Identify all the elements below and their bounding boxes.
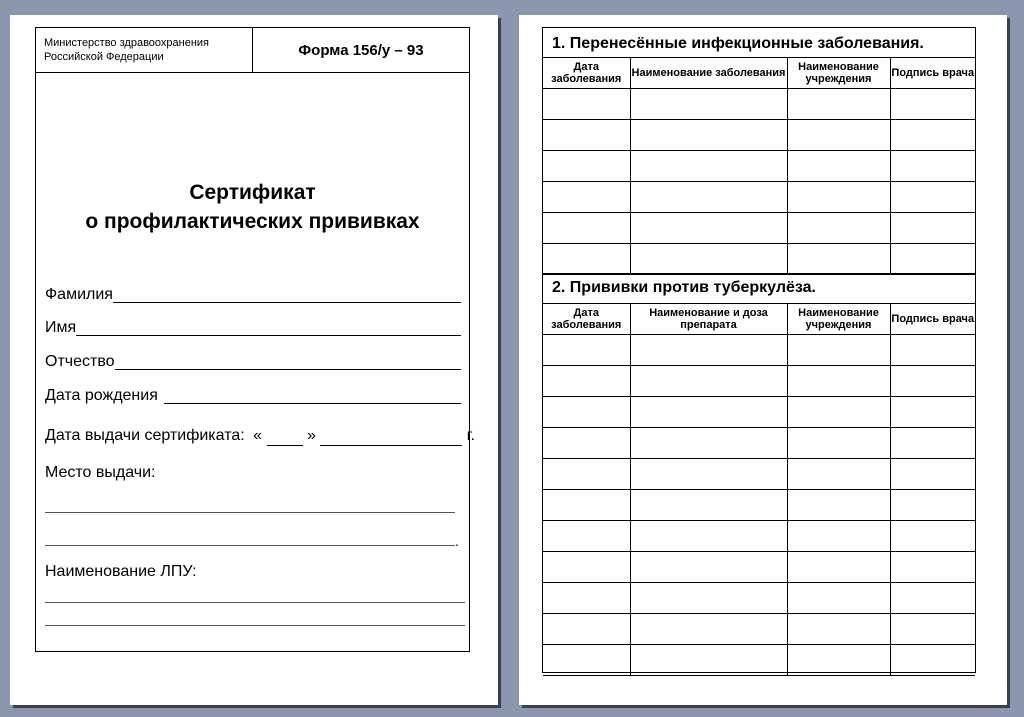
title-line-2: о профилактических прививках (85, 210, 420, 233)
table-cell[interactable] (787, 213, 890, 244)
table-cell[interactable] (543, 459, 630, 490)
table-cell[interactable] (787, 151, 890, 182)
table-cell[interactable] (543, 490, 630, 521)
table-cell[interactable] (543, 366, 630, 397)
table-cell[interactable] (630, 459, 787, 490)
year-suffix: г. (466, 427, 476, 444)
table-cell[interactable] (787, 614, 890, 645)
certificate-frame (35, 27, 476, 652)
name-label: Имя (45, 319, 77, 336)
place-line-1[interactable] (45, 512, 455, 513)
table-row (543, 366, 975, 397)
lpu-line-1[interactable] (45, 602, 465, 603)
table-row (543, 428, 975, 459)
table-cell[interactable] (630, 213, 787, 244)
table-cell[interactable] (787, 428, 890, 459)
table-cell[interactable] (890, 459, 975, 490)
table-cell[interactable] (787, 521, 890, 552)
birth-date-line[interactable] (164, 385, 461, 404)
table-cell[interactable] (787, 552, 890, 583)
issue-month-line[interactable] (320, 427, 462, 446)
patronymic-line[interactable] (115, 351, 461, 370)
table-row (543, 244, 975, 275)
table-row (543, 583, 975, 614)
issue-date-label: Дата выдачи сертификата: (45, 427, 245, 444)
ministry-label: Министерство здравоохранения Российской Федерации (44, 37, 209, 63)
place-label: Место выдачи: (45, 464, 156, 481)
table-cell[interactable] (630, 335, 787, 366)
table-cell[interactable] (630, 583, 787, 614)
table-row (543, 645, 975, 676)
table-cell[interactable] (543, 244, 630, 275)
open-quote: « (253, 427, 263, 444)
birth-date-field[interactable] (45, 382, 461, 406)
table-cell[interactable] (543, 397, 630, 428)
table-cell[interactable] (630, 614, 787, 645)
surname-field[interactable] (45, 281, 461, 305)
table-cell[interactable] (630, 151, 787, 182)
table-cell[interactable] (630, 397, 787, 428)
diseases-column-header: Наименование учреждения (787, 58, 890, 89)
table-cell[interactable] (543, 614, 630, 645)
table-cell[interactable] (543, 213, 630, 244)
vaccinations-column-header: Дата заболевания (543, 304, 630, 335)
section-divider (543, 273, 975, 274)
table-cell[interactable] (630, 490, 787, 521)
table-cell[interactable] (543, 89, 630, 120)
vaccinations-column-header: Наименование учреждения (787, 304, 890, 335)
table-cell[interactable] (787, 490, 890, 521)
certificate-title (36, 178, 469, 236)
table-cell[interactable] (543, 120, 630, 151)
table-cell[interactable] (890, 397, 975, 428)
section-1-title: 1. Перенесённые инфекционные заболевания. (552, 35, 924, 52)
table-cell[interactable] (543, 428, 630, 459)
table-cell[interactable] (890, 583, 975, 614)
table-cell[interactable] (787, 182, 890, 213)
table-cell[interactable] (890, 213, 975, 244)
table-cell[interactable] (890, 244, 975, 275)
table-cell[interactable] (890, 428, 975, 459)
table-row (543, 89, 975, 120)
table-cell[interactable] (787, 89, 890, 120)
patronymic-label: Отчество (45, 353, 115, 370)
table-cell[interactable] (543, 521, 630, 552)
surname-label: Фамилия (45, 286, 113, 303)
table-cell[interactable] (630, 428, 787, 459)
table-cell[interactable] (890, 89, 975, 120)
table-row (543, 151, 975, 182)
table-row (543, 182, 975, 213)
table-cell[interactable] (787, 366, 890, 397)
table-cell[interactable] (890, 645, 975, 676)
table-cell[interactable] (890, 151, 975, 182)
table-cell[interactable] (630, 366, 787, 397)
name-line[interactable] (76, 317, 461, 336)
diseases-column-header: Наименование заболевания (630, 58, 787, 89)
table-cell[interactable] (890, 366, 975, 397)
diseases-column-header: Подпись врача (890, 58, 975, 89)
table-cell[interactable] (630, 89, 787, 120)
issue-date-field[interactable] (45, 426, 475, 450)
vaccinations-column-header: Подпись врача (890, 304, 975, 335)
table-cell[interactable] (787, 244, 890, 275)
table-cell[interactable] (630, 120, 787, 151)
table-cell[interactable] (543, 552, 630, 583)
issue-day-line[interactable] (267, 427, 303, 446)
table-cell[interactable] (543, 583, 630, 614)
table-cell[interactable] (787, 583, 890, 614)
table-cell[interactable] (890, 335, 975, 366)
table-cell[interactable] (787, 459, 890, 490)
table-cell[interactable] (890, 182, 975, 213)
table-cell[interactable] (890, 120, 975, 151)
table-row (543, 521, 975, 552)
section-2-title: 2. Прививки против туберкулёза. (552, 279, 816, 296)
name-field[interactable] (45, 314, 461, 338)
table-cell[interactable] (890, 614, 975, 645)
table-cell[interactable] (543, 182, 630, 213)
table-row (543, 552, 975, 583)
records-frame (542, 27, 976, 673)
birth-date-label: Дата рождения (45, 387, 158, 404)
vaccinations-column-header: Наименование и доза препарата (630, 304, 787, 335)
tuberculosis-vaccinations-table (543, 303, 975, 676)
table-cell[interactable] (543, 645, 630, 676)
place-end-dot: . (455, 533, 459, 549)
lpu-line-2[interactable] (45, 625, 465, 626)
table-row (543, 490, 975, 521)
table-row (543, 335, 975, 366)
table-row (543, 120, 975, 151)
table-cell[interactable] (630, 521, 787, 552)
table-row (543, 213, 975, 244)
table-cell[interactable] (630, 552, 787, 583)
title-line-1: Сертификат (189, 181, 316, 204)
table-cell[interactable] (787, 397, 890, 428)
form-header (36, 28, 469, 73)
lpu-label: Наименование ЛПУ: (45, 563, 197, 580)
table-cell[interactable] (543, 151, 630, 182)
patronymic-field[interactable] (45, 348, 461, 372)
table-cell[interactable] (787, 120, 890, 151)
table-row (543, 614, 975, 645)
table-cell[interactable] (630, 645, 787, 676)
surname-line[interactable] (113, 284, 461, 303)
table-cell[interactable] (890, 521, 975, 552)
table-cell[interactable] (543, 335, 630, 366)
form-number: Форма 156/у – 93 (298, 41, 424, 59)
table-cell[interactable] (630, 244, 787, 275)
place-line-2[interactable] (45, 545, 455, 546)
table-cell[interactable] (890, 490, 975, 521)
certificate-back-page (519, 15, 1007, 705)
table-cell[interactable] (787, 335, 890, 366)
table-cell[interactable] (787, 645, 890, 676)
close-quote: » (306, 427, 316, 444)
table-row (543, 459, 975, 490)
table-cell[interactable] (890, 552, 975, 583)
table-row (543, 397, 975, 428)
certificate-front-page (10, 15, 498, 705)
diseases-table (543, 57, 975, 275)
diseases-column-header: Дата заболевания (543, 58, 630, 89)
table-cell[interactable] (630, 182, 787, 213)
